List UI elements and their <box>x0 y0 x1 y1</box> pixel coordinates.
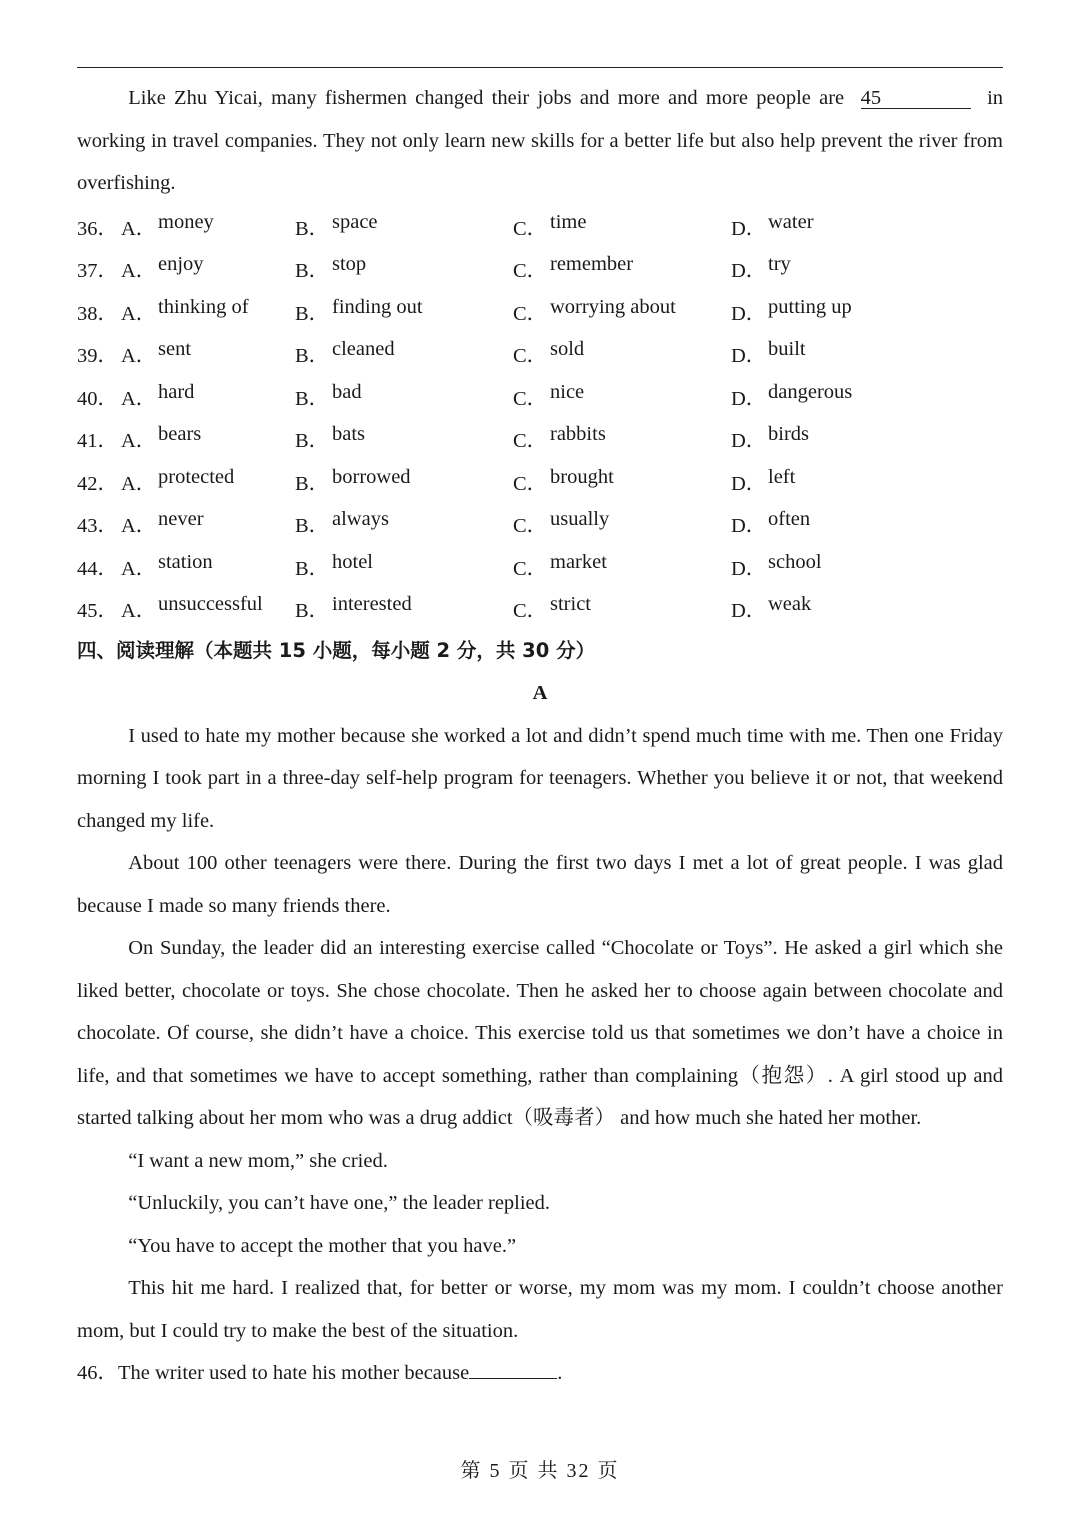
option-text: bears <box>158 423 202 446</box>
option-text: putting up <box>768 295 852 318</box>
option-letter: A． <box>121 600 157 623</box>
passage-quote-1: “I want a new mom,” she cried. <box>128 1149 388 1172</box>
question-46-end: . <box>557 1362 563 1384</box>
option-text: enjoy <box>158 253 204 276</box>
option-b[interactable] <box>295 423 513 453</box>
option-d[interactable] <box>731 593 931 623</box>
option-letter: D． <box>731 557 767 580</box>
passage-quote-3: “You have to accept the mother that you have.” <box>128 1234 517 1257</box>
question-row <box>77 460 1003 503</box>
option-text: built <box>768 338 806 361</box>
option-letter: C． <box>513 217 548 240</box>
option-letter: A． <box>121 387 157 410</box>
option-c[interactable] <box>513 508 731 538</box>
option-letter: B． <box>295 472 330 495</box>
question-number: 37． <box>77 260 118 283</box>
option-letter: D． <box>731 260 767 283</box>
option-letter: A． <box>121 557 157 580</box>
question-46 <box>77 1352 1003 1395</box>
option-text: protected <box>158 465 235 488</box>
option-text: borrowed <box>332 465 411 488</box>
option-text: dangerous <box>768 380 853 403</box>
option-letter: C． <box>513 387 548 410</box>
option-a[interactable] <box>121 466 295 496</box>
option-a[interactable] <box>121 338 295 368</box>
option-b[interactable] <box>295 381 513 411</box>
question-row <box>77 417 1003 460</box>
option-d[interactable] <box>731 423 931 453</box>
option-text: interested <box>332 593 412 616</box>
option-d[interactable] <box>731 338 931 368</box>
option-c[interactable] <box>513 338 731 368</box>
intro-text: Like Zhu Yicai, many fishermen changed their jobs and more and more people are <box>128 87 845 109</box>
option-a[interactable] <box>121 253 295 283</box>
option-text: market <box>550 550 607 573</box>
option-letter: A． <box>121 430 157 453</box>
option-text: hard <box>158 380 195 403</box>
question-number: 44． <box>77 557 118 580</box>
option-letter: D． <box>731 217 767 240</box>
option-letter: C． <box>513 430 548 453</box>
option-text: cleaned <box>332 338 395 361</box>
question-row <box>77 290 1003 333</box>
option-a[interactable] <box>121 508 295 538</box>
option-b[interactable] <box>295 466 513 496</box>
question-row <box>77 247 1003 290</box>
option-letter: C． <box>513 600 548 623</box>
passage-label: A <box>532 682 548 704</box>
option-d[interactable] <box>731 381 931 411</box>
option-text: unsuccessful <box>158 593 263 616</box>
option-letter: C． <box>513 345 548 368</box>
option-a[interactable] <box>121 296 295 326</box>
option-letter: A． <box>121 345 157 368</box>
option-letter: C． <box>513 260 548 283</box>
option-c[interactable] <box>513 381 731 411</box>
option-b[interactable] <box>295 551 513 581</box>
option-a[interactable] <box>121 423 295 453</box>
question-row <box>77 332 1003 375</box>
option-a[interactable] <box>121 551 295 581</box>
option-letter: B． <box>295 345 330 368</box>
option-d[interactable] <box>731 551 931 581</box>
page-content <box>77 77 1003 1395</box>
option-text: time <box>550 210 587 233</box>
page-footer: 第 5 页 共 32 页 <box>460 1460 620 1482</box>
option-d[interactable] <box>731 211 931 241</box>
option-letter: A． <box>121 515 157 538</box>
option-text: brought <box>550 465 614 488</box>
option-b[interactable] <box>295 211 513 241</box>
option-letter: B． <box>295 600 330 623</box>
option-text: try <box>768 253 791 276</box>
passage-quote-2: “Unluckily, you can’t have one,” the leader replied. <box>128 1192 551 1214</box>
question-number: 43． <box>77 515 118 538</box>
question-row <box>77 545 1003 588</box>
option-text: left <box>768 465 796 488</box>
option-letter: B． <box>295 430 330 453</box>
passage-paragraph-2: About 100 other teenagers were there. During the first two days I met a lot of great people. I was glad because I made so many friends there. <box>77 852 1003 917</box>
option-a[interactable] <box>121 211 295 241</box>
answer-blank[interactable] <box>469 1360 557 1379</box>
option-letter: B． <box>295 260 330 283</box>
passage-paragraph-1: I used to hate my mother because she worked a lot and didn’t spend much time with me. Then one Friday morning I took part in a three-day self-help program for teenagers. Whether you believe it or not, that weekend changed my life. <box>77 724 1003 832</box>
option-text: school <box>768 550 822 573</box>
question-row <box>77 502 1003 545</box>
option-b[interactable] <box>295 296 513 326</box>
option-letter: D． <box>731 430 767 453</box>
option-letter: B． <box>295 302 330 325</box>
question-row <box>77 205 1003 248</box>
intro-text-continued: in working in travel companies. They not only learn new skills for a better life but also help prevent the river from overfishing. <box>77 87 1004 194</box>
option-letter: C． <box>513 515 548 538</box>
option-text: always <box>332 508 389 531</box>
option-text: nice <box>550 380 585 403</box>
option-letter: B． <box>295 217 330 240</box>
option-c[interactable] <box>513 466 731 496</box>
question-row <box>77 587 1003 630</box>
question-number: 45． <box>77 600 118 623</box>
header-rule <box>77 67 1003 68</box>
question-row <box>77 375 1003 418</box>
option-b[interactable] <box>295 508 513 538</box>
option-letter: D． <box>731 345 767 368</box>
option-text: thinking of <box>158 295 249 318</box>
question-list <box>77 205 1003 630</box>
option-letter: B． <box>295 387 330 410</box>
question-46-number: 46． <box>77 1362 118 1384</box>
question-number: 38． <box>77 302 118 325</box>
option-letter: B． <box>295 557 330 580</box>
option-c[interactable] <box>513 593 731 623</box>
option-c[interactable] <box>513 253 731 283</box>
option-letter: D． <box>731 515 767 538</box>
option-letter: D． <box>731 387 767 410</box>
question-number: 39． <box>77 345 118 368</box>
option-d[interactable] <box>731 508 931 538</box>
option-text: bad <box>332 380 362 403</box>
option-d[interactable] <box>731 296 931 326</box>
option-text: birds <box>768 423 809 446</box>
passage-paragraph-4: This hit me hard. I realized that, for better or worse, my mom was my mom. I couldn’t choose another mom, but I could try to make the best of the situation. <box>77 1277 1003 1342</box>
option-c[interactable] <box>513 296 731 326</box>
option-text: usually <box>550 508 610 531</box>
option-c[interactable] <box>513 551 731 581</box>
option-letter: C． <box>513 472 548 495</box>
option-text: space <box>332 210 378 233</box>
option-d[interactable] <box>731 253 931 283</box>
question-number: 40． <box>77 387 118 410</box>
option-letter: D． <box>731 600 767 623</box>
option-letter: D． <box>731 472 767 495</box>
option-text: water <box>768 210 814 233</box>
option-b[interactable] <box>295 338 513 368</box>
question-number: 41． <box>77 430 118 453</box>
question-number: 42． <box>77 472 118 495</box>
option-text: money <box>158 210 214 233</box>
option-text: remember <box>550 253 634 276</box>
question-number: 36． <box>77 217 118 240</box>
option-text: bats <box>332 423 366 446</box>
option-text: strict <box>550 593 591 616</box>
option-b[interactable] <box>295 593 513 623</box>
option-letter: A． <box>121 472 157 495</box>
option-text: worrying about <box>550 295 676 318</box>
option-text: hotel <box>332 550 373 573</box>
option-letter: C． <box>513 302 548 325</box>
option-text: rabbits <box>550 423 606 446</box>
option-c[interactable] <box>513 211 731 241</box>
option-text: station <box>158 550 213 573</box>
option-letter: A． <box>121 217 157 240</box>
option-text: weak <box>768 593 812 616</box>
option-b[interactable] <box>295 253 513 283</box>
option-letter: A． <box>121 302 157 325</box>
intro-paragraph <box>77 77 1003 205</box>
passage-paragraph-3: On Sunday, the leader did an interesting exercise called “Chocolate or Toys”. He asked a girl which she liked better, chocolate or toys. She chose chocolate. Then he asked her to choose again between chocolate and chocolate. Of course, she didn’t have a choice. This exercise told us that sometimes we don’t have a choice in life, and that sometimes we have to accept something, rather than complaining（抱怨）. A girl stood up and started talking about her mom who was a drug addict（吸毒者） and how much she hated her mother. <box>77 937 1003 1129</box>
option-a[interactable] <box>121 381 295 411</box>
option-d[interactable] <box>731 466 931 496</box>
question-46-text: The writer used to hate his mother because <box>118 1362 470 1384</box>
option-letter: A． <box>121 260 157 283</box>
option-text: finding out <box>332 295 423 318</box>
option-letter: C． <box>513 557 548 580</box>
section-title: 四、阅读理解（本题共 15 小题，每小题 2 分，共 30 分） <box>77 638 596 662</box>
option-text: stop <box>332 253 367 276</box>
option-text: never <box>158 508 204 531</box>
option-text: sold <box>550 338 585 361</box>
blank-45: 45 <box>861 88 971 109</box>
option-letter: B． <box>295 515 330 538</box>
option-c[interactable] <box>513 423 731 453</box>
option-text: often <box>768 508 811 531</box>
option-a[interactable] <box>121 593 295 623</box>
option-text: sent <box>158 338 192 361</box>
option-letter: D． <box>731 302 767 325</box>
